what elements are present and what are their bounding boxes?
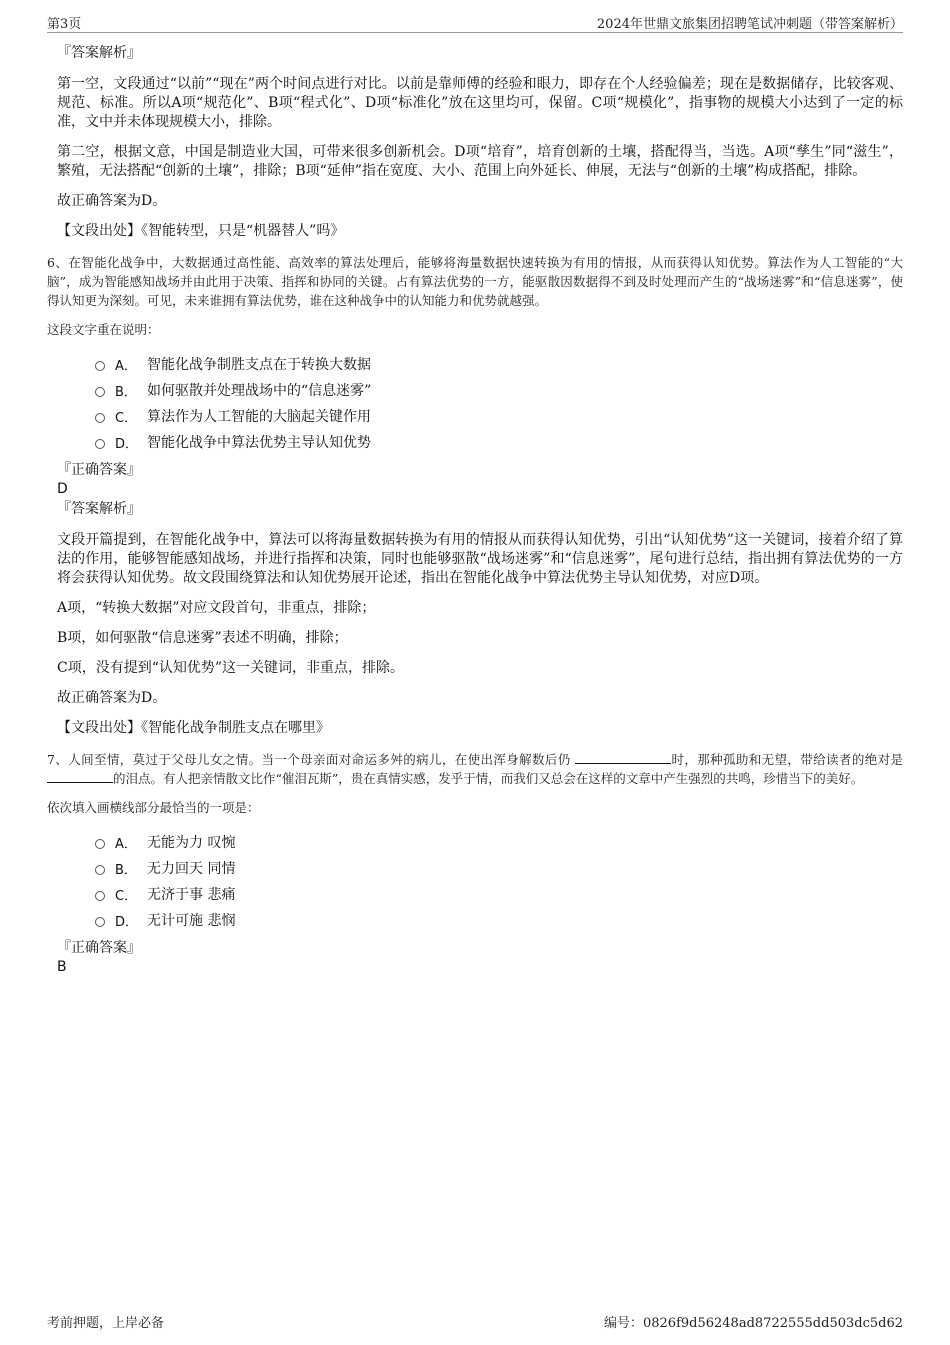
analysis-paragraph: 第二空，根据文意，中国是制造业大国，可带来很多创新机会。D项“培育”，培育创新的土壤，搭配得当，当选。A项“孳生”同“滋生”，繁殖，无法搭配“创新的土壤”，排除；B项“延伸”指在宽度、大小、范围上向外延长、伸展，无法与“创新的土壤”构成搭配，排除。 (57, 144, 903, 179)
radio-icon[interactable] (95, 891, 105, 901)
page-content (47, 44, 903, 976)
radio-icon[interactable] (95, 413, 105, 423)
option-text: 如何驱散并处理战场中的“信息迷雾” (147, 383, 372, 399)
question-6-text: 6、在智能化战争中，大数据通过高性能、高效率的算法处理后，能够将海量数据快速转换为有用的情报，从而获得认知优势。算法作为人工智能的“大脑”，成为智能感知战场并由此用于决策、指挥和协同的关键。占有算法优势的一方，能驱散因数据得不到及时处理而产生的“战场迷雾”和“信息迷雾”，使得认知更为深刻。可见，未来谁拥有算法优势，谁在这种战争中的认知能力和优势就越强。 (47, 255, 903, 308)
question-7-prompt: 依次填入画横线部分最恰当的一项是： (47, 800, 260, 815)
exclusion-b: B项，如何驱散“信息迷雾”表述不明确，排除； (57, 630, 348, 646)
radio-icon[interactable] (95, 361, 105, 371)
option-text: 算法作为人工智能的大脑起关键作用 (147, 409, 371, 425)
analysis-paragraph: 第一空，文段通过“以前”“现在”两个时间点进行对比。以前是靠师傅的经验和眼力，即存在个人经验偏差；现在是数据储存，比较客观、规范、标准。所以A项“规范化”、B项“程式化”、D项“标准化”放在这里均可，保留。C项“规模化”，指事物的规模大小达到了一定的标准，文中并未体现规模大小，排除。 (57, 76, 903, 130)
option-text: 无能为力 叹惋 (147, 835, 236, 851)
question-6-prompt: 这段文字重在说明： (47, 322, 160, 337)
document-code: 编号：0826f9d56248ad8722555dd503dc5d62 (603, 1316, 903, 1331)
option-letter: B． (115, 862, 137, 878)
radio-icon[interactable] (95, 387, 105, 397)
option-text: 无力回天 同情 (147, 861, 236, 877)
conclusion: 故正确答案为D。 (57, 193, 167, 209)
option-d[interactable] (95, 429, 903, 455)
option-letter: C． (115, 888, 138, 904)
option-letter: D． (115, 436, 139, 452)
radio-icon[interactable] (95, 865, 105, 875)
question-6-options (95, 351, 903, 455)
correct-answer-label: 『正确答案』 (57, 940, 141, 956)
fill-blank-2 (47, 770, 113, 783)
fill-blank-1 (575, 751, 671, 764)
option-text: 无计可施 悲悯 (147, 913, 236, 929)
document-title: 2024年世鼎文旅集团招聘笔试冲刺题（带答案解析） (596, 17, 903, 32)
option-a[interactable] (95, 829, 903, 855)
conclusion: 故正确答案为D。 (57, 690, 167, 706)
option-letter: D． (115, 914, 139, 930)
radio-icon[interactable] (95, 917, 105, 927)
option-letter: A． (115, 836, 137, 852)
footer-slogan: 考前押题，上岸必备 (47, 1316, 165, 1331)
question-7-part1: 7、人间至情，莫过于父母儿女之情。当一个母亲面对命运多舛的病儿，在使出浑身解数后仍 (47, 752, 571, 767)
radio-icon[interactable] (95, 839, 105, 849)
source-citation: 【文段出处】《智能化战争制胜支点在哪里》 (57, 720, 330, 736)
option-letter: C． (115, 410, 138, 426)
correct-answer: D (57, 481, 68, 497)
source-citation: 【文段出处】《智能转型，只是“机器替人”吗》 (57, 223, 345, 239)
correct-answer-label: 『正确答案』 (57, 462, 141, 478)
analysis-label: 『答案解析』 (57, 501, 141, 517)
page-header (47, 10, 903, 33)
page-number: 第3页 (47, 17, 82, 32)
option-text: 智能化战争制胜支点在于转换大数据 (147, 357, 371, 373)
analysis-label: 『答案解析』 (57, 45, 141, 61)
question-7-part3: 的泪点。有人把亲情散文比作“催泪瓦斯”，贵在真情实感，发乎于情，而我们又总会在这样的文章中产生强烈的共鸣，珍惜当下的美好。 (113, 771, 864, 786)
option-letter: A． (115, 358, 137, 374)
option-d[interactable] (95, 907, 903, 933)
option-text: 智能化战争中算法优势主导认知优势 (147, 435, 371, 451)
question-7-text (47, 750, 903, 788)
option-c[interactable] (95, 881, 903, 907)
exclusion-a: A项，“转换大数据”对应文段首句，非重点，排除； (57, 600, 376, 616)
question-7-options (95, 829, 903, 933)
option-a[interactable] (95, 351, 903, 377)
analysis-paragraph: 文段开篇提到，在智能化战争中，算法可以将海量数据转换为有用的情报从而获得认知优势，引出“认知优势”这一关键词，接着介绍了算法的作用，能够智能感知战场，并进行指挥和决策，同时也能够驱散“战场迷雾”和“信息迷雾”，尾句进行总结，指出拥有算法优势的一方将会获得认知优势。故文段围绕算法和认知优势展开论述，指出在智能化战争中算法优势主导认知优势，对应D项。 (57, 532, 903, 586)
option-text: 无济于事 悲痛 (147, 887, 236, 903)
option-c[interactable] (95, 403, 903, 429)
radio-icon[interactable] (95, 439, 105, 449)
exclusion-c: C项，没有提到“认知优势”这一关键词，非重点，排除。 (57, 660, 405, 676)
question-7-part2: 时，那种孤助和无望，带给读者的绝对是 (671, 752, 903, 767)
option-b[interactable] (95, 855, 903, 881)
correct-answer: B (57, 959, 67, 975)
option-letter: B． (115, 384, 137, 400)
option-b[interactable] (95, 377, 903, 403)
page-footer (47, 1312, 903, 1331)
